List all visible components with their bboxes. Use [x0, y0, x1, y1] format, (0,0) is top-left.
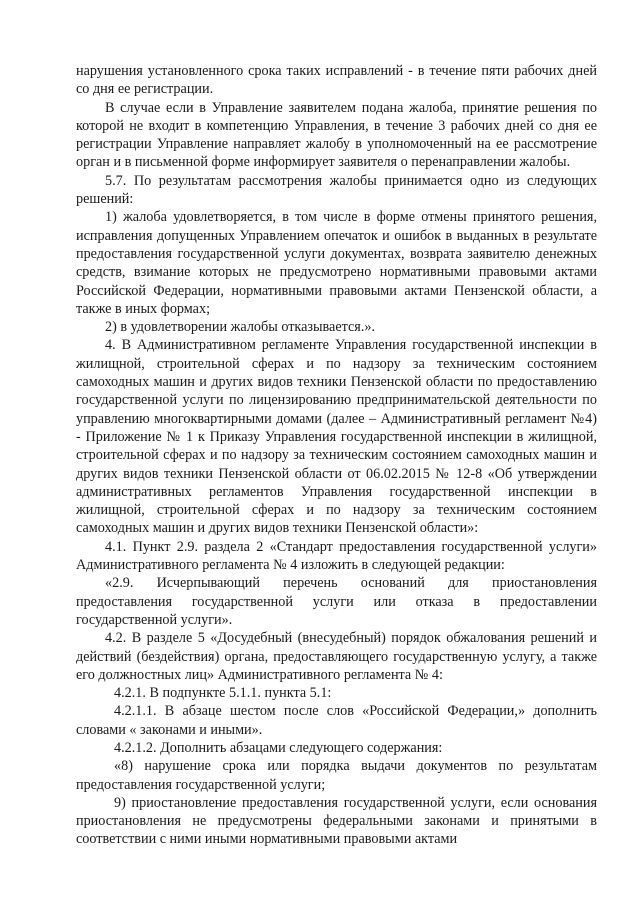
paragraph-4-2: 4.2. В разделе 5 «Досудебный (внесудебный) порядок обжалования решений и действий (бездействия) органа, предоставляющего государственную услугу, а также его должностных лиц» Административного регламента № 4:	[76, 630, 597, 683]
paragraph-5-7: 5.7. По результатам рассмотрения жалобы принимается одно из следующих решений:	[76, 172, 597, 208]
paragraph-item-9: 9) приостановление предоставления государственной услуги, если основания приостановления не предусмотрены федеральными законами и принятыми в соответствии с ними иными нормативными правовыми актами	[76, 794, 597, 848]
paragraph-4-2-1-2: 4.2.1.2. Дополнить абзацами следующего содержания:	[114, 739, 443, 756]
paragraph-4-1: 4.1. Пункт 2.9. раздела 2 «Стандарт предоставления государственной услуги» Административного регламента № 4 изложить в следующей редакции:	[76, 538, 597, 574]
paragraph-item-8: «8) нарушение срока или порядка выдачи документов по результатам предоставления государственной услуги;	[76, 758, 597, 793]
paragraph-4-2-1-1: 4.2.1.1. В абзаце шестом после слов «Российской Федерации,» дополнить словами « законами и иными».	[76, 703, 597, 738]
paragraph-decision-1: 1) жалоба удовлетворяется, в том числе в форме отмены принятого решения, исправления допущенных Управлением опечаток и ошибок в выданных в результате предоставления государственной услуги документах, возврата заявителю денежных средств, взимание которых не предусмотрено нормативными правовыми актами Российской Федерации, нормативными правовыми актами Пензенской области, а также в иных формах;	[76, 209, 597, 317]
paragraph-4-2-1: 4.2.1. В подпункте 5.1.1. пункта 5.1:	[114, 685, 332, 702]
paragraph-2-9: «2.9. Исчерпывающий перечень оснований для приостановления предоставления государственной услуги или отказа в предоставлении государственной услуги».	[76, 575, 597, 628]
paragraph-section-4: 4. В Административном регламенте Управления государственной инспекции в жилищной, строительной сферах и по надзору за техническим состоянием самоходных машин и других видов техники Пензенской области по предоставлению государственной услуги по лицензированию предпринимательской деятельности по управлению многоквартирными домами (далее – Административный регламент №4) - Приложение № 1 к Приказу Управления государственной инспекции в жилищной, строительной сферах и по надзору за техническим состоянием самоходных машин и других видов техники Пензенской области от 06.02.2015 № 12-8 «Об утверждении административных регламентов Управления государственной инспекции в жилищной, строительной сферах и по надзору за техническим состоянием самоходных машин и других видов техники Пензенской области»:	[76, 337, 597, 537]
paragraph-correction-deadline: нарушения установленного срока таких исправлений - в течение пяти рабочих дней со дня ее регистрации.	[76, 63, 597, 98]
paragraph-complaint-redirect: В случае если в Управление заявителем подана жалоба, принятие решения по которой не входит в компетенцию Управления, в течение 3 рабочих дней со дня ее регистрации Управление направляет жалобу в уполномоченный на ее рассмотрение орган и в письменной форме информирует заявителя о перенаправлении жалобы.	[76, 99, 597, 171]
paragraph-decision-2: 2) в удовлетворении жалобы отказывается.».	[105, 319, 376, 336]
